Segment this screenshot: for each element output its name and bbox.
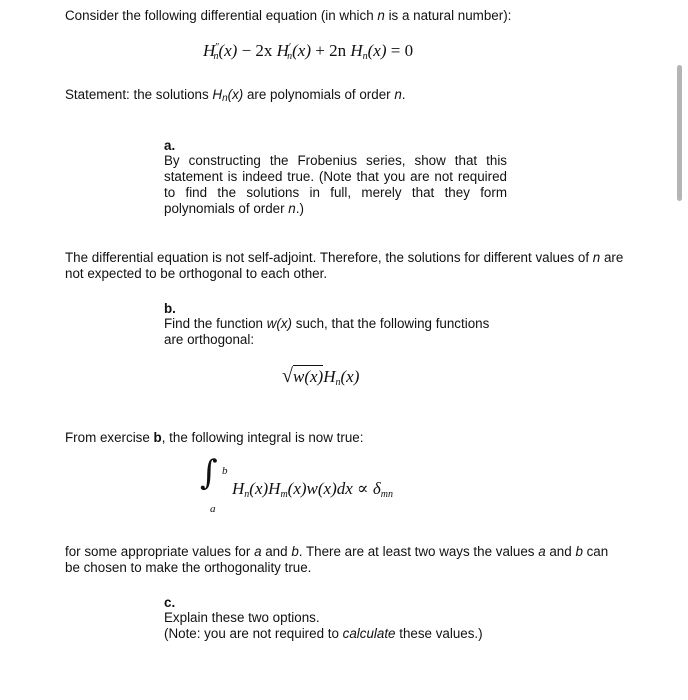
- part-a-label: a.: [164, 138, 176, 153]
- part-c-line1: Explain these two options.: [164, 610, 320, 625]
- part-b-label: b.: [164, 301, 176, 316]
- lower-limit: a: [210, 503, 216, 515]
- self-adjoint-paragraph: The differential equation is not self-adjoint. Therefore, the solutions for different values of n are not expected to be orthogonal to each other.: [65, 250, 624, 281]
- part-a-text: By constructing the Frobenius series, show that this statement is indeed true. (Note that you are not required to find the solutions in full, merely that they form polynomials of order n.): [164, 153, 507, 216]
- intro-text: Consider the following differential equation (in which n is a natural number):: [65, 8, 512, 23]
- differential-equation: $H''_n(x) - 2x$ $H'_n(x) + 2n$ $H_n(x) = 0$: [203, 41, 414, 62]
- orthogonality-integral: [200, 453, 460, 515]
- integral-sign: ∫: [200, 453, 218, 493]
- part-c-label: c.: [164, 595, 176, 610]
- sqrt-weight-equation: $√w(x)H_n(x)$: [282, 365, 360, 388]
- part-c-line2: (Note: you are not required to calculate these values.): [164, 626, 483, 641]
- upper-limit: b: [222, 465, 228, 477]
- vertical-scrollbar[interactable]: [677, 65, 682, 201]
- integral-intro-text: From exercise b, the following integral is now true:: [65, 430, 364, 445]
- statement-text: Statement: the solutions Hn(x) are polynomials of order n.: [65, 87, 406, 104]
- integrand: $H_n(x)H_m(x)w(x)dx \propto \delta_{mn}$: [232, 479, 393, 500]
- limits-paragraph: for some appropriate values for a and b. There are at least two ways the values a and b can be chosen to make the orthogonality true.: [65, 544, 609, 575]
- part-b-text: Find the function w(x) such, that the following functions are orthogonal:: [164, 316, 490, 347]
